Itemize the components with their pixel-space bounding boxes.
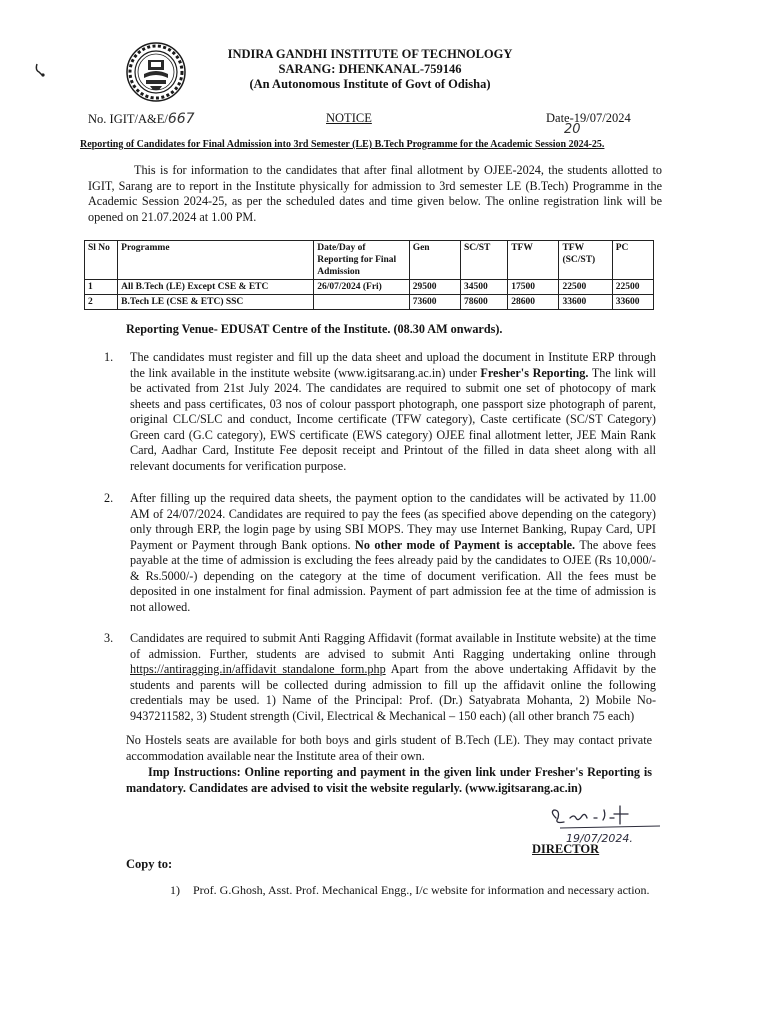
- item-number: 3.: [104, 631, 114, 645]
- table-cell: 78600: [460, 295, 507, 310]
- table-cell: 22500: [612, 280, 653, 295]
- date-handwritten-correction: 20: [564, 122, 581, 137]
- director-designation: DIRECTOR: [532, 842, 600, 856]
- signature-date: 19/07/2024.: [566, 832, 633, 845]
- table-row: [85, 280, 654, 295]
- col-tfw-scst: TFW (SC/ST): [559, 241, 612, 280]
- table-cell: 2: [85, 295, 118, 310]
- table-cell: All B.Tech (LE) Except CSE & ETC: [118, 280, 314, 295]
- copy-item-text: Prof. G.Ghosh, Asst. Prof. Mechanical Engg., I/c website for information and necessary action.: [193, 883, 650, 897]
- table-cell: 73600: [409, 295, 460, 310]
- institute-logo-icon: [126, 42, 186, 102]
- table-cell: 28600: [508, 295, 559, 310]
- table-row: [85, 295, 654, 310]
- table-cell: [314, 295, 410, 310]
- table-cell: 22500: [559, 280, 612, 295]
- hostel-paragraph: No Hostels seats are available for both boys and girls student of B.Tech (LE). They may contact private accommodation available near the Institute area of their own.: [126, 733, 652, 763]
- item-number: 1.: [104, 350, 114, 364]
- table-cell: 34500: [460, 280, 507, 295]
- table-cell: 33600: [559, 295, 612, 310]
- copy-item-number: 1): [170, 883, 180, 897]
- important-instructions: Imp Instructions: Online reporting and payment in the given link under Fresher's Reporting is mandatory. Candidates are advised to visit the website regularly. (www.igitsarang.ac.in): [126, 765, 652, 795]
- col-scst: SC/ST: [460, 241, 507, 280]
- intro-paragraph: This is for information to the candidates that after final allotment by OJEE-2024, the students allotted to IGIT, Sarang are to report in the Institute physically for admission to 3rd semester LE (B.Tech) Programme in the Academic Session 2024-25, as per the scheduled dates and time given below. The online registration link will be opened on 21.07.2024 at 1.00 PM.: [88, 163, 662, 224]
- col-sl-no: Sl No: [85, 241, 118, 280]
- table-cell: B.Tech LE (CSE & ETC) SSC: [118, 295, 314, 310]
- col-gen: Gen: [409, 241, 460, 280]
- table-header-row: [85, 241, 654, 280]
- letterhead: [190, 47, 550, 92]
- institute-address: SARANG: DHENKANAL-759146: [278, 62, 462, 76]
- institute-name: INDIRA GANDHI INSTITUTE OF TECHNOLOGY: [227, 47, 513, 61]
- reference-prefix: No. IGIT/A&E/: [88, 112, 168, 126]
- copy-to-label: Copy to:: [126, 857, 173, 871]
- pen-mark-icon: [34, 62, 48, 78]
- table-cell: 29500: [409, 280, 460, 295]
- col-tfw: TFW: [508, 241, 559, 280]
- reference-handwritten: 667: [167, 111, 195, 127]
- col-date: Date/Day of Reporting for Final Admission: [314, 241, 410, 280]
- table-cell: 17500: [508, 280, 559, 295]
- notice-title: NOTICE: [326, 111, 372, 125]
- item-number: 2.: [104, 491, 114, 505]
- institute-status: (An Autonomous Institute of Govt of Odisha): [249, 77, 491, 91]
- item-text: Candidates are required to submit Anti Ragging Affidavit (format available in Institute website) at the time of admission. Further, students are advised to submit Anti Ragging undertaking online through https://antiragging.in/affidavit_standalone_form.php Apart from the above undertaking Affidavit by the students and parents will be collected during admission to fill up the affidavit online the following credentials may be used. 1) Name of the Principal: Prof. (Dr.) Satyabrata Mohanta, 2) Mobile No-9437211582, 3) Student strength (Civil, Electrical & Mechanical – 150 each) (all other branch 75 each): [130, 631, 656, 723]
- affidavit-link[interactable]: https://antiragging.in/affidavit_standalone_form.php: [130, 662, 386, 676]
- reference-number: [88, 111, 195, 127]
- table-cell: 26/07/2024 (Fri): [314, 280, 410, 295]
- col-programme: Programme: [118, 241, 314, 280]
- item-text: The candidates must register and fill up the data sheet and upload the document in Institute ERP through the link available in the institute website (www.igitsarang.ac.in) under Fresher's Reporting. The link will be activated from 21st July 2024. The candidates are required to submit one set of photocopy of mark sheets and pass certificates, 03 nos of colour passport photograph, one passport size photograph of parent, original CLC/SLC and conduct, Income certificate (TFW category), Caste certificate (SC/ST Category) Green card (G.C category), EWS certificate (EWS category) OJEE final allotment letter, JEE Main Rank Card, Aadhar Card, Institute Fee deposit receipt and Printout of the filled in data sheet along with all relevant documents for verification purpose.: [130, 350, 656, 473]
- table-cell: 1: [85, 280, 118, 295]
- notice-date: Date-19/07/2024: [546, 111, 631, 125]
- table-cell: 33600: [612, 295, 653, 310]
- col-pc: PC: [612, 241, 653, 280]
- item-text: After filling up the required data sheets, the payment option to the candidates will be activated by 11.00 AM of 24/07/2024. Candidates are required to pay the fees (as specified above depending on the category) only through ERP, the login page by using SBI MOPS. They may use Internet Banking, Rupay Card, UPI Payment or Payment through Bank options. No other mode of Payment is acceptable. The above fees payable at the time of admission is excluding the fees already paid by the candidates to OJEE (Rs 10,000/- & Rs.5000/-) depending on the category at the time of document verification. All the fees must be deposited in one instalment for final admission. Payment of part admission fee at the time of admission is not allowed.: [130, 491, 657, 614]
- fee-table: [84, 240, 654, 310]
- notice-subject: Reporting of Candidates for Final Admission into 3rd Semester (LE) B.Tech Programme for the Academic Session 2024-25.: [80, 139, 605, 150]
- reporting-venue: Reporting Venue- EDUSAT Centre of the Institute. (08.30 AM onwards).: [126, 322, 503, 336]
